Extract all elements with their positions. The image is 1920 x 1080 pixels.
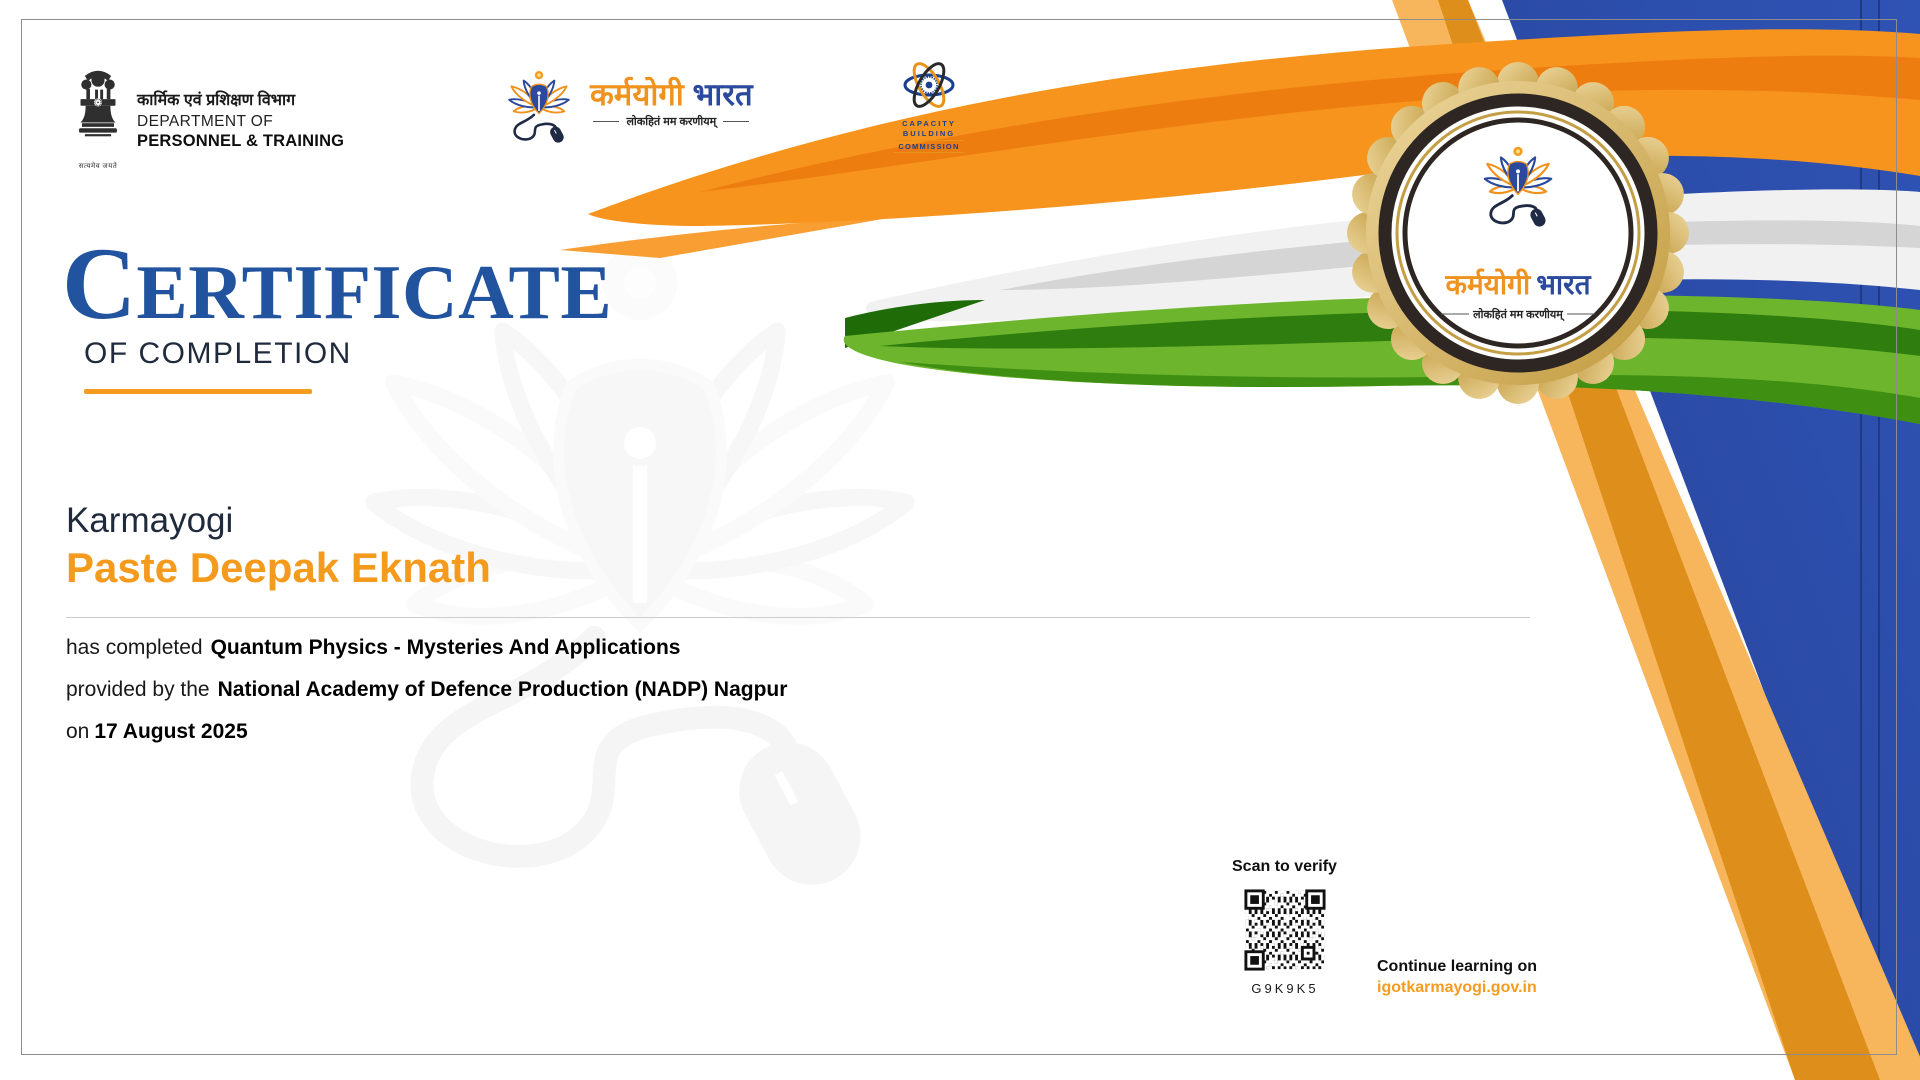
emblem-motto: सत्यमेव जयते	[78, 163, 118, 170]
dopt-line1: DEPARTMENT OF	[137, 113, 274, 130]
cbc-line2: BUILDING	[902, 129, 956, 139]
karmayogi-lotus-icon	[494, 56, 584, 152]
provider-name: National Academy of Defence Production (NADP) Nagpur	[217, 678, 788, 701]
certificate-title: CERTIFICATE	[62, 227, 613, 341]
ashoka-emblem-icon	[75, 70, 121, 156]
dopt-hindi-title: कार्मिक एवं प्रशिक्षण विभाग	[137, 92, 296, 109]
cbc-knot-icon	[900, 56, 958, 114]
dopt-header-block	[137, 88, 344, 151]
seal-tagline: लोकहितं मम करणीयम्	[1473, 309, 1563, 321]
capacity-building-commission-logo	[894, 56, 964, 153]
cbc-line1: CAPACITY	[902, 119, 956, 128]
dopt-line2: PERSONNEL & TRAINING	[137, 132, 345, 150]
cbc-line3: COMMISSION	[894, 140, 964, 153]
course-line: has completed Quantum Physics - Mysteries And Applications	[66, 636, 681, 659]
seal-brand-text: कर्मयोगी भारत	[1445, 269, 1591, 300]
provider-line: provided by the National Academy of Defence Production (NADP) Nagpur	[66, 678, 788, 701]
verification-code: G9K9K5	[1251, 981, 1319, 996]
continue-learning-text: Continue learning on	[1377, 958, 1537, 975]
title-accent-rule	[84, 389, 312, 394]
certificate-subtitle: OF COMPLETION	[84, 337, 352, 370]
course-name: Quantum Physics - Mysteries And Applications	[210, 636, 681, 659]
completion-date: 17 August 2025	[94, 720, 248, 743]
recipient-name: Paste Deepak Eknath	[66, 544, 491, 591]
karmayogi-seal-badge	[1345, 60, 1691, 406]
date-line: on 17 August 2025	[66, 720, 248, 743]
karmayogi-tagline: लोकहितं मम करणीयम्	[590, 114, 753, 129]
karmayogi-bharat-logo	[494, 56, 753, 152]
tricolor-swoosh	[560, 29, 1920, 424]
footer-block	[1377, 956, 1537, 998]
name-divider-line	[66, 617, 1530, 618]
tagline-dash-right	[723, 121, 749, 122]
national-emblem	[72, 70, 124, 171]
karmayogi-brand-text: कर्मयोगी भारत	[590, 76, 753, 112]
tagline-dash-left	[593, 121, 619, 122]
igot-karmayogi-link[interactable]: igotkarmayogi.gov.in	[1377, 979, 1537, 996]
completion-statement	[66, 636, 787, 762]
qr-code	[1243, 888, 1327, 972]
recipient-greeting: Karmayogi	[66, 501, 234, 540]
scan-to-verify-label: Scan to verify	[1232, 858, 1337, 875]
